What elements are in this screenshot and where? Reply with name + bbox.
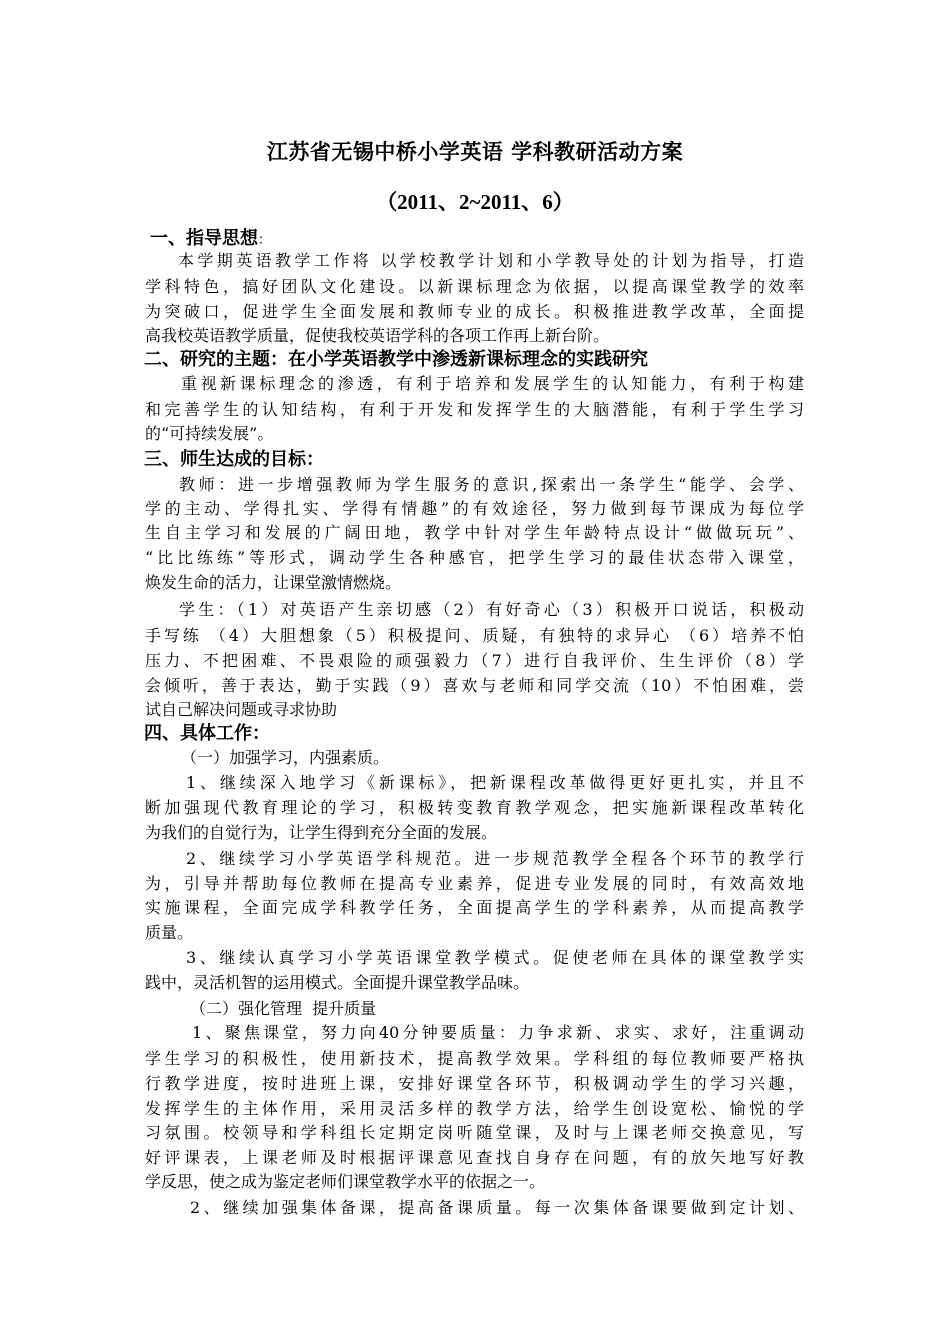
body-line: 试自己解决问题或寻求协助 bbox=[145, 700, 338, 719]
body-line: 发挥学生的主体作用，采用灵活多样的教学方法，给学生创设宽松、愉悦的学 bbox=[145, 1099, 804, 1118]
body-line: 和完善学生的认知结构，有利于开发和发挥学生的大脑潜能，有利于学生学习 bbox=[145, 400, 804, 419]
body-line: 为突破口，促进学生全面发展和教师专业的成长。积极推进教学改革，全面提 bbox=[145, 302, 804, 321]
document-subtitle: （2011、2~2011、6） bbox=[376, 190, 574, 214]
section-heading-colon: ： bbox=[258, 233, 272, 248]
document-title: 江苏省无锡中桥小学英语 学科教研活动方案 bbox=[266, 140, 684, 164]
body-line: 行教学进度，按时进班上课，安排好课堂各环节，积极调动学生的学习兴趣， bbox=[145, 1074, 804, 1093]
section-heading-goals: 三、师生达成的目标： bbox=[144, 449, 324, 470]
body-line: 高我校英语教学质量，促使我校英语学科的各项工作再上新台阶。 bbox=[145, 326, 610, 345]
body-line: （一）加强学习，内强素质。 bbox=[181, 748, 390, 767]
body-line: 1、聚焦课堂，努力向40分钟要质量：力争求新、求实、求好，注重调动 bbox=[192, 1023, 804, 1042]
body-line: 本学期英语教学工作将 以学校教学计划和小学教导处的计划为指导，打造 bbox=[178, 251, 804, 270]
body-line: 手写练 （4）大胆想象（5）积极提问、质疑，有独特的求异心 （6）培养不怕 bbox=[145, 626, 804, 645]
body-line: 学的主动、学得扎实、学得有情趣”的有效途径，努力做到每节课成为每位学 bbox=[145, 499, 804, 518]
body-line: 学生学习的积极性，使用新技术，提高教学效果。学科组的每位教师要严格执 bbox=[145, 1049, 804, 1068]
body-line: 焕发生命的活力，让课堂激情燃烧。 bbox=[145, 573, 402, 592]
body-line: 3、继续认真学习小学英语课堂教学模式。促使老师在具体的课堂教学实 bbox=[186, 948, 804, 967]
body-line: 实施课程，全面完成学科教学任务，全面提高学生的学科素养，从而提高教学 bbox=[145, 898, 804, 917]
body-line: 质量。 bbox=[145, 923, 194, 942]
body-line: 2、继续学习小学英语学科规范。进一步规范教学全程各个环节的教学行 bbox=[186, 849, 804, 868]
section-heading-text: 一、指导思想 bbox=[150, 228, 258, 249]
section-heading-specific-work: 四、具体工作： bbox=[144, 723, 270, 744]
body-line: 的“可持续发展”。 bbox=[145, 424, 274, 443]
body-line: 教师：进一步增强教师为学生服务的意识,探索出一条学生“能学、会学、 bbox=[179, 475, 804, 494]
body-line: 践中，灵活机智的运用模式。全面提升课堂教学品味。 bbox=[145, 973, 530, 992]
body-line: “比比练练”等形式，调动学生各种感官，把学生学习的最佳状态带入课堂， bbox=[145, 548, 804, 567]
body-line: 重视新课标理念的渗透，有利于培养和发展学生的认知能力，有利于构建 bbox=[181, 374, 804, 393]
body-line: 学反思，使之成为鉴定老师们课堂教学水平的依据之一。 bbox=[145, 1172, 546, 1191]
body-line: 生自主学习和发展的广阔田地，教学中针对学生年龄特点设计“做做玩玩”、 bbox=[145, 523, 804, 542]
body-line: 压力、不把困难、不畏艰险的顽强毅力（7）进行自我评价、生生评价（8）学 bbox=[145, 651, 804, 670]
body-line: 好评课表，上课老师及时根据评课意见查找自身存在问题，有的放矢地写好教 bbox=[145, 1148, 804, 1167]
body-line: 学科特色，搞好团队文化建设。以新课标理念为依据，以提高课堂教学的效率 bbox=[145, 277, 804, 296]
body-line: 学生：（1）对英语产生亲切感（2）有好奇心（3）积极开口说话，积极动 bbox=[179, 600, 804, 619]
body-line: （二）强化管理 提升质量 bbox=[190, 999, 377, 1018]
body-line: 1、继续深入地学习《新课标》，把新课程改革做得更好更扎实，并且不 bbox=[186, 773, 804, 792]
body-line: 会倾听，善于表达，勤于实践（9）喜欢与老师和同学交流（10）不怕困难，尝 bbox=[145, 676, 804, 695]
body-line: 为我们的自觉行为，让学生得到充分全面的发展。 bbox=[145, 823, 498, 842]
body-line: 2、继续加强集体备课，提高备课质量。每一次集体备课要做到定计划、 bbox=[190, 1198, 804, 1217]
body-line: 断加强现代教育理论的学习，积极转变教育教学观念，把实施新课程改革转化 bbox=[145, 798, 804, 817]
body-line: 为，引导并帮助每位教师在提高专业素养，促进专业发展的同时，有效高效地 bbox=[145, 874, 804, 893]
body-line: 习氛围。校领导和学科组长定期定岗听随堂课，及时与上课老师交换意见，写 bbox=[145, 1123, 804, 1142]
section-heading-research-theme: 二、研究的主题：在小学英语教学中渗透新课标理念的实践研究 bbox=[144, 349, 648, 370]
